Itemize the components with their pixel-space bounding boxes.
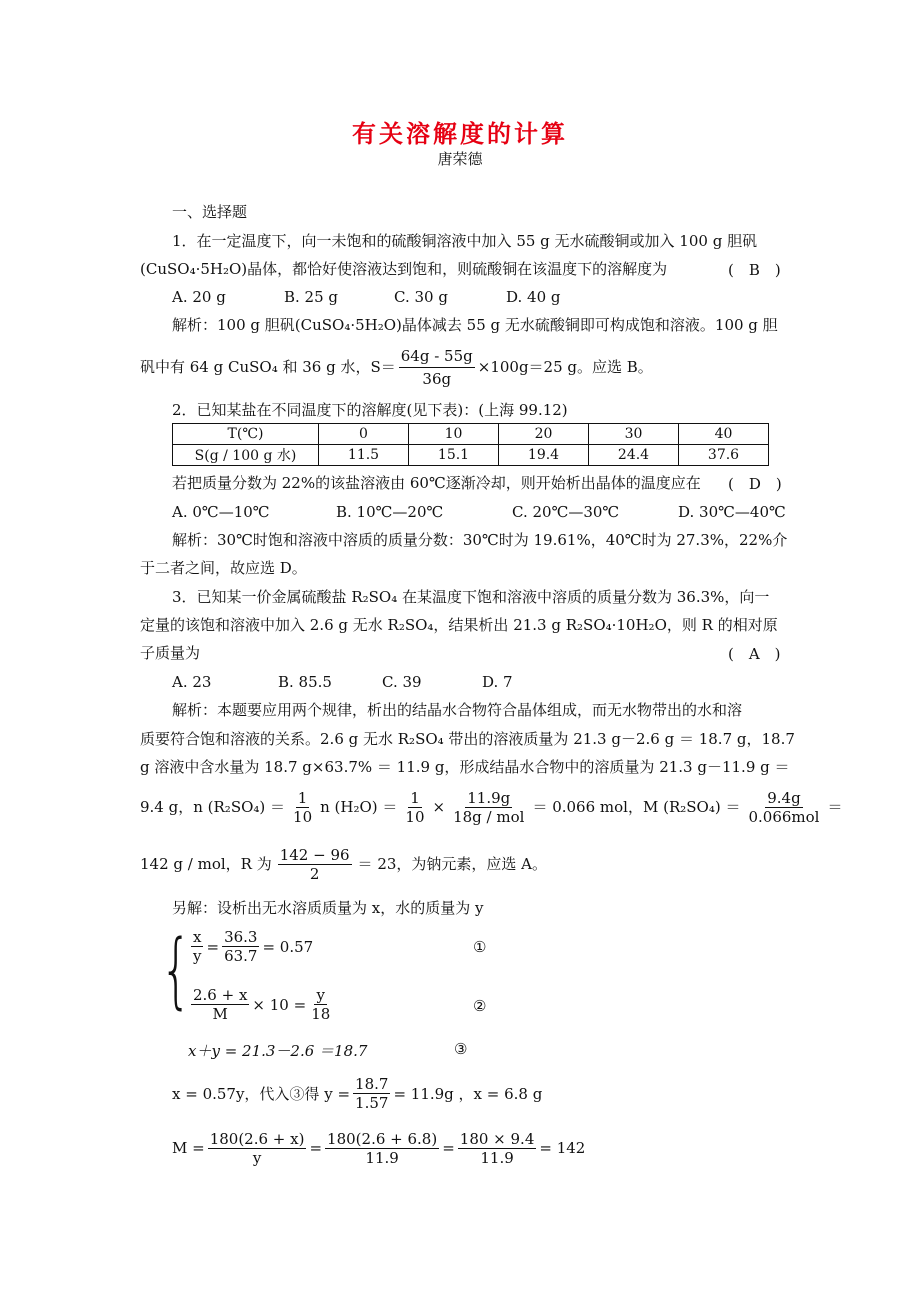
q2-option-c: C. 20℃—30℃: [512, 503, 620, 521]
table-cell: 0: [319, 424, 409, 445]
fraction-num: 180 × 9.4: [459, 1129, 535, 1148]
fraction: [191, 928, 203, 965]
fraction-num: 11.9g: [467, 788, 511, 807]
q1-answer: ( B ): [728, 261, 781, 279]
solubility-table: [172, 423, 769, 466]
fraction-den: 18g / mol: [453, 807, 525, 826]
fraction-den: 11.9: [480, 1148, 514, 1167]
fraction-den: y: [193, 947, 202, 965]
q1-explain-text-b: ×100g＝25 g。应选 B。: [477, 358, 653, 376]
q2-line1: 2．已知某盐在不同温度下的溶解度(见下表)：(上海 99.12): [172, 401, 568, 419]
q3-answer: ( A ): [728, 645, 781, 663]
q1-line2: (CuSO₄·5H₂O)晶体，都恰好使溶液达到饱和，则硫酸铜在该温度下的溶解度为: [140, 260, 668, 278]
table-cell: T(℃): [173, 424, 319, 445]
q3-option-b: B. 85.5: [278, 673, 332, 691]
fraction: [403, 789, 426, 826]
q1-explain-line1: 解析：100 g 胆矾(CuSO₄·5H₂O)晶体减去 55 g 无水硫酸铜即可构成饱和溶液。100 g 胆: [172, 316, 778, 334]
table-cell: 30: [589, 424, 679, 445]
fraction-den: 63.7: [224, 947, 258, 965]
fraction-den: 1.57: [355, 1093, 389, 1112]
q1-option-c: C. 30 g: [394, 288, 448, 306]
table-row: [173, 445, 769, 466]
fraction-den: 2: [309, 864, 320, 883]
equation-1-mark: ①: [473, 938, 487, 956]
fraction-den: M: [212, 1005, 228, 1023]
fraction: [291, 789, 314, 826]
q3-e4-text-a: 9.4 g，n (R₂SO₄) ＝: [140, 798, 286, 816]
table-cell: 15.1: [409, 445, 499, 466]
times-sign: ×: [432, 798, 446, 816]
table-row: [173, 424, 769, 445]
fraction-den: y: [252, 1148, 262, 1167]
q3-option-d: D. 7: [482, 673, 513, 691]
q2-explain-line1: 解析：30℃时饱和溶液中溶质的质量分数：30℃时为 19.61%，40℃时为 27.3%，22%介: [172, 531, 788, 549]
fraction: [309, 986, 332, 1023]
equation-3-mark: ③: [454, 1040, 468, 1058]
q1-option-b: B. 25 g: [284, 288, 339, 306]
table-cell: 37.6: [679, 445, 769, 466]
equation-2-mark: ②: [473, 997, 487, 1015]
fraction-num: 180(2.6 + 6.8): [327, 1129, 438, 1148]
alt-solution-intro: 另解：设析出无水溶质质量为 x，水的质量为 y: [172, 899, 484, 917]
q3-explain-line4: [140, 785, 842, 829]
q3-explain-line1: 解析：本题要应用两个规律，析出的结晶水合物符合晶体组成，而无水物带出的水和溶: [172, 701, 743, 719]
fraction: [746, 789, 821, 826]
q3-e4-text-d: ＝: [827, 798, 843, 816]
brace-icon: {: [160, 923, 192, 1018]
table-cell: S(g / 100 g 水): [173, 445, 319, 466]
fraction: [191, 986, 249, 1023]
fraction: [451, 789, 526, 826]
q1-fraction-den: 36g: [422, 369, 452, 388]
fraction-den: 10: [405, 807, 425, 826]
fraction-num: 1: [410, 788, 420, 807]
q3-option-c: C. 39: [382, 673, 422, 691]
table-cell: 19.4: [499, 445, 589, 466]
fraction: [353, 1075, 390, 1112]
table-cell: 20: [499, 424, 589, 445]
table-cell: 11.5: [319, 445, 409, 466]
q3-line2: 定量的该饱和溶液中加入 2.6 g 无水 R₂SO₄，结果析出 21.3 g R₂SO₄·10H₂O，则 R 的相对原: [140, 616, 778, 634]
solve-text-a: x = 0.57y，代入③得 y =: [172, 1084, 351, 1103]
fraction-num: 9.4g: [767, 788, 801, 807]
fraction-num: x: [193, 928, 202, 946]
q3-line3: 子质量为: [140, 644, 201, 662]
q1-explain-line2: [140, 344, 653, 390]
equation-1: [188, 928, 313, 965]
q1-option-d: D. 40 g: [506, 288, 561, 306]
table-cell: 40: [679, 424, 769, 445]
solve-text-m: M =: [172, 1139, 205, 1157]
fraction: [208, 1130, 307, 1167]
q3-e5-text-a: 142 g / mol，R 为: [140, 855, 272, 873]
q3-e4-text-c: ＝ 0.066 mol，M (R₂SO₄) ＝: [532, 798, 741, 816]
equation-1-result: = 0.57: [262, 937, 314, 956]
q2-answer: ( D ): [728, 475, 782, 493]
solve-line-2: [172, 1126, 585, 1170]
page-title: 有关溶解度的计算: [352, 120, 568, 148]
q1-fraction: [399, 345, 475, 390]
solve-line-1: [172, 1072, 542, 1114]
q3-e5-text-b: ＝ 23，为钠元素，应选 A。: [357, 855, 548, 873]
fraction-num: 18.7: [355, 1074, 389, 1093]
fraction-num: 2.6 + x: [193, 986, 248, 1004]
q3-explain-line2: 质要符合饱和溶液的关系。2.6 g 无水 R₂SO₄ 带出的溶液质量为 21.3 g－2.6 g ＝ 18.7 g，18.7: [140, 730, 795, 748]
equation-3: x＋y = 21.3－2.6 ＝18.7: [188, 1042, 368, 1060]
equals-sign: =: [309, 1139, 323, 1157]
q1-fraction-num: 64g - 55g: [399, 345, 475, 368]
fraction-num: 36.3: [224, 928, 258, 946]
q3-line1: 3．已知某一价金属硫酸盐 R₂SO₄ 在某温度下饱和溶液中溶质的质量分数为 36.3%，向一: [172, 588, 770, 606]
solve-result: = 142: [539, 1139, 586, 1157]
fraction-num: y: [316, 986, 325, 1004]
q3-explain-line5: [140, 842, 547, 886]
equals-sign: =: [442, 1139, 455, 1157]
fraction-num: 180(2.6 + x): [209, 1129, 305, 1148]
author: 唐荣德: [437, 150, 483, 168]
fraction-den: 0.066mol: [748, 807, 820, 826]
q1-explain-text-a: 矾中有 64 g CuSO₄ 和 36 g 水，S＝: [140, 358, 396, 376]
q2-option-b: B. 10℃—20℃: [336, 503, 444, 521]
solve-text-b: = 11.9g ，x = 6.8 g: [393, 1084, 543, 1103]
fraction-num: 142 − 96: [279, 845, 350, 864]
q2-option-d: D. 30℃—40℃: [678, 503, 786, 521]
fraction-den: 11.9: [365, 1148, 399, 1167]
q3-option-a: A. 23: [172, 673, 212, 691]
q2-option-a: A. 0℃—10℃: [172, 503, 270, 521]
fraction: [222, 928, 259, 965]
q3-e4-text-b: n (H₂O) ＝: [320, 798, 398, 816]
fraction: [458, 1130, 537, 1167]
equation-2-middle: × 10 =: [252, 995, 307, 1014]
q2-explain-line2: 于二者之间，故应选 D。: [140, 559, 307, 577]
table-cell: 24.4: [589, 445, 679, 466]
fraction-num: 1: [297, 788, 308, 807]
equals-sign: =: [206, 937, 220, 956]
equation-2: [188, 986, 335, 1023]
fraction-den: 18: [311, 1005, 331, 1023]
section-heading: 一、选择题: [172, 203, 248, 221]
q1-line1: 1．在一定温度下，向一未饱和的硫酸铜溶液中加入 55 g 无水硫酸铜或加入 100 g 胆矾: [172, 232, 758, 250]
fraction-den: 10: [293, 807, 313, 826]
fraction: [325, 1130, 439, 1167]
fraction: [278, 846, 352, 883]
q2-line2: 若把质量分数为 22%的该盐溶液由 60℃逐渐冷却，则开始析出晶体的温度应在: [172, 474, 701, 492]
q3-explain-line3: g 溶液中含水量为 18.7 g×63.7% ＝ 11.9 g，形成结晶水合物中的溶质量为 21.3 g－11.9 g ＝: [140, 758, 790, 776]
table-cell: 10: [409, 424, 499, 445]
q1-option-a: A. 20 g: [172, 288, 226, 306]
